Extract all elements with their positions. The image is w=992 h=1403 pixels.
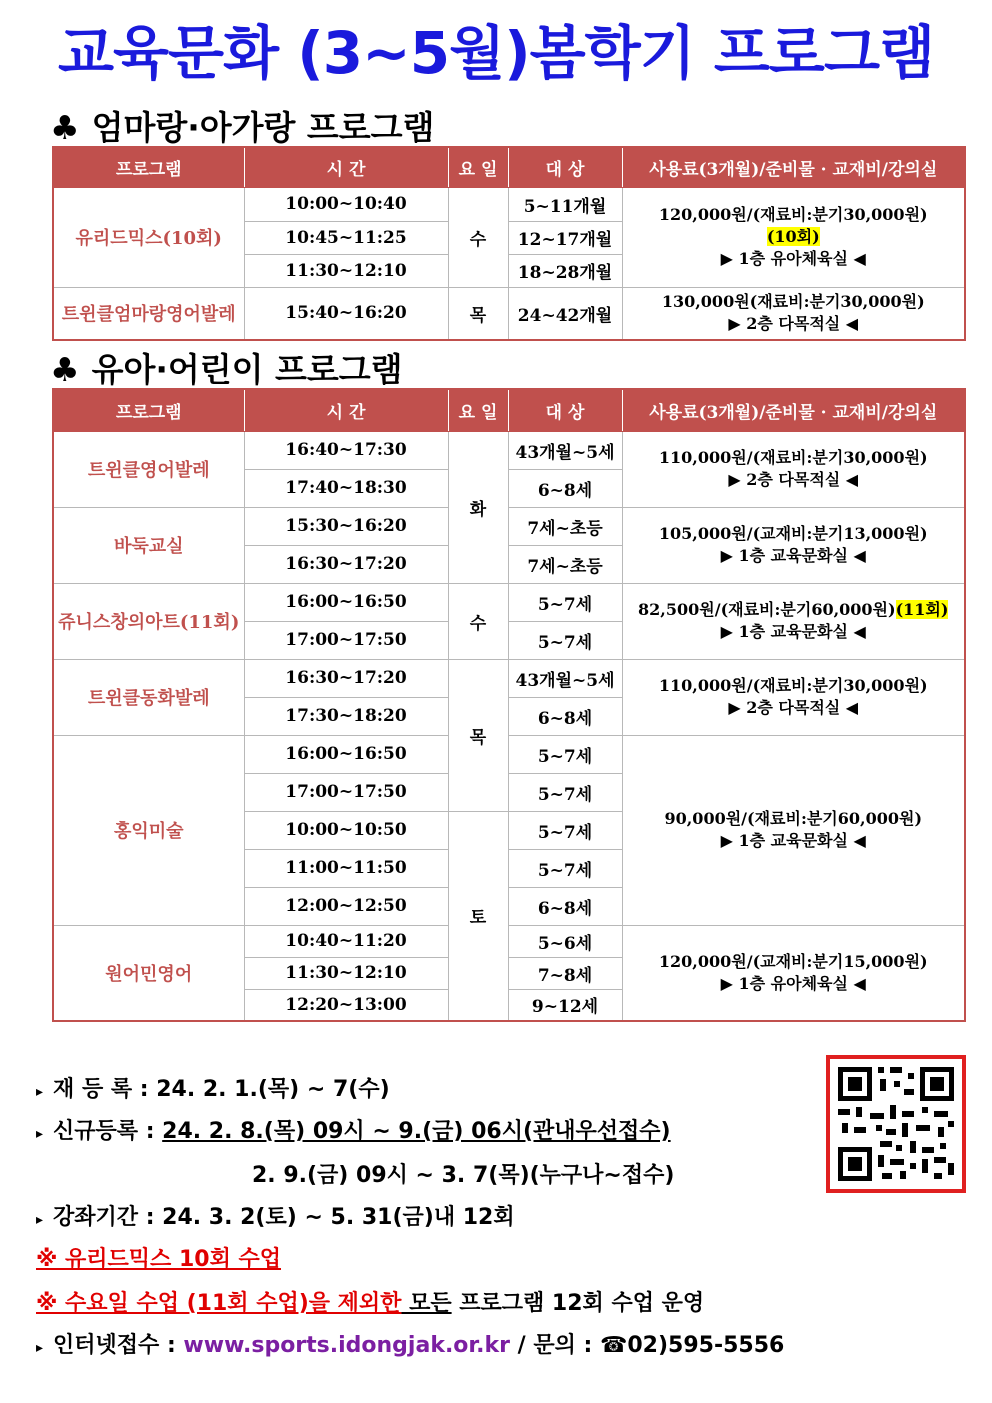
fee-cell — [622, 659, 965, 735]
fee-cell — [622, 583, 965, 659]
target-cell: 6~8세 — [508, 469, 622, 507]
section-label: 엄마랑·아가랑 프로그램 — [91, 108, 435, 147]
target-cell: 5~7세 — [508, 621, 622, 659]
time-cell: 10:40~11:20 — [244, 925, 448, 957]
room-text: ▶ 2층 다목적실 ◀ — [728, 470, 859, 489]
qr-code[interactable] — [826, 1055, 966, 1193]
header-time: 시 간 — [244, 389, 448, 431]
fee-cell — [622, 287, 965, 340]
fee-cell — [622, 925, 965, 1021]
fee-cell — [622, 507, 965, 583]
time-cell: 15:40~16:20 — [244, 287, 448, 340]
new-enroll-period-2: 2. 9.(금) 09시 ~ 3. 7(목)(누구나~접수) — [252, 1163, 675, 1188]
header-fee: 사용료(3개월)/준비물 · 교재비/강의실 — [622, 147, 965, 187]
new-enroll-period-1: 24. 2. 8.(목) 09시 ~ 9.(금) 06시(관내우선접수) — [162, 1119, 671, 1144]
target-cell: 7세~초등 — [508, 545, 622, 583]
day-cell: 수 — [448, 583, 508, 659]
program-name: 유리드믹스(10회) — [53, 187, 244, 287]
target-cell: 43개월~5세 — [508, 431, 622, 469]
bullet-icon: ▸ — [36, 1126, 44, 1142]
time-cell: 17:40~18:30 — [244, 469, 448, 507]
target-cell: 6~8세 — [508, 887, 622, 925]
header-program: 프로그램 — [53, 389, 244, 431]
program-name: 트윈클동화발레 — [53, 659, 244, 735]
day-cell: 화 — [448, 431, 508, 583]
period-text: 강좌기간 : 24. 3. 2(토) ~ 5. 31(금)내 12회 — [53, 1205, 515, 1230]
target-cell: 5~7세 — [508, 811, 622, 849]
target-cell: 5~7세 — [508, 849, 622, 887]
time-cell: 11:30~12:10 — [244, 254, 448, 287]
target-cell: 5~6세 — [508, 925, 622, 957]
note-wednesday — [36, 1286, 704, 1317]
new-enroll-label: 신규등록 : — [53, 1119, 155, 1144]
program-name: 트윈클영어발레 — [53, 431, 244, 507]
fee-text: 105,000원/(교재비:분기13,000원) — [658, 524, 928, 543]
day-cell: 수 — [448, 187, 508, 287]
time-cell: 16:00~16:50 — [244, 735, 448, 773]
target-cell: 18~28개월 — [508, 254, 622, 287]
header-target: 대 상 — [508, 389, 622, 431]
contact-text: / 문의 : ☎02)595-5556 — [509, 1333, 785, 1358]
room-text: ▶ 1층 유아체육실 ◀ — [720, 249, 866, 268]
time-cell: 16:40~17:30 — [244, 431, 448, 469]
note-all: 모든 — [401, 1291, 452, 1316]
club-icon: ♣ — [50, 108, 80, 147]
info-period — [36, 1200, 515, 1231]
header-program: 프로그램 — [53, 147, 244, 187]
fee-text: 90,000원/(재료비:분기60,000원) — [664, 809, 923, 828]
header-fee: 사용료(3개월)/준비물 · 교재비/강의실 — [622, 389, 965, 431]
time-cell: 15:30~16:20 — [244, 507, 448, 545]
program-name: 원어민영어 — [53, 925, 244, 1021]
room-text: ▶ 1층 교육문화실 ◀ — [720, 831, 866, 850]
internet-label: 인터넷접수 : — [53, 1333, 176, 1358]
fee-cell — [622, 735, 965, 925]
info-reenroll — [36, 1072, 390, 1103]
club-icon: ♣ — [50, 350, 80, 389]
time-cell: 12:00~12:50 — [244, 887, 448, 925]
header-target: 대 상 — [508, 147, 622, 187]
fee-text: 110,000원/(재료비:분기30,000원) — [658, 676, 928, 695]
room-text: ▶ 2층 다목적실 ◀ — [728, 314, 859, 334]
website-link[interactable]: www.sports.idongjak.or.kr — [183, 1333, 510, 1358]
fee-note: (11회) — [895, 600, 949, 619]
time-cell: 17:00~17:50 — [244, 621, 448, 659]
time-cell: 16:30~17:20 — [244, 545, 448, 583]
time-cell: 11:00~11:50 — [244, 849, 448, 887]
section-label: 유아·어린이 프로그램 — [91, 350, 403, 389]
target-cell: 5~7세 — [508, 735, 622, 773]
fee-note: (10회) — [766, 227, 820, 246]
fee-cell — [622, 187, 965, 287]
target-cell: 43개월~5세 — [508, 659, 622, 697]
time-cell: 10:00~10:50 — [244, 811, 448, 849]
target-cell: 12~17개월 — [508, 221, 622, 254]
section-heading-parent-baby — [50, 102, 434, 149]
time-cell: 17:00~17:50 — [244, 773, 448, 811]
program-name: 홍익미술 — [53, 735, 244, 925]
note-rest: 프로그램 12회 수업 운영 — [451, 1291, 705, 1316]
note-eurhythmics: ※ 유리드믹스 10회 수업 — [36, 1247, 281, 1272]
program-name: 쥬니스창의아트(11회) — [53, 583, 244, 659]
target-cell: 7세~초등 — [508, 507, 622, 545]
bullet-icon: ▸ — [36, 1212, 44, 1228]
page-title: 교육문화 (3~5월)봄학기 프로그램 — [57, 19, 935, 87]
target-cell: 7~8세 — [508, 957, 622, 989]
note-wednesday-red: ※ 수요일 수업 (11회 수업)을 제외한 — [36, 1291, 402, 1316]
time-cell: 16:30~17:20 — [244, 659, 448, 697]
room-text: ▶ 1층 교육문화실 ◀ — [720, 546, 866, 565]
time-cell: 11:30~12:10 — [244, 957, 448, 989]
fee-text: 120,000원/(재료비:분기30,000원) — [658, 205, 928, 224]
reenroll-text: 재 등 록 : 24. 2. 1.(목) ~ 7(수) — [53, 1077, 390, 1102]
bullet-icon: ▸ — [36, 1340, 44, 1356]
day-cell: 토 — [448, 811, 508, 1021]
target-cell: 5~7세 — [508, 583, 622, 621]
qr-code-icon — [830, 1059, 962, 1189]
target-cell: 6~8세 — [508, 697, 622, 735]
target-cell: 9~12세 — [508, 989, 622, 1021]
header-day: 요 일 — [448, 147, 508, 187]
target-cell: 5~11개월 — [508, 187, 622, 221]
time-cell: 12:20~13:00 — [244, 989, 448, 1021]
time-cell: 10:00~10:40 — [244, 187, 448, 221]
day-cell: 목 — [448, 287, 508, 340]
fee-text: 110,000원/(재료비:분기30,000원) — [658, 448, 928, 467]
target-cell: 24~42개월 — [508, 287, 622, 340]
day-cell: 목 — [448, 659, 508, 811]
fee-text: 130,000원(재료비:분기30,000원) — [661, 292, 925, 312]
room-text: ▶ 2층 다목적실 ◀ — [728, 698, 859, 717]
fee-text: 120,000원/(교재비:분기15,000원) — [658, 951, 928, 971]
room-text: ▶ 1층 교육문화실 ◀ — [720, 622, 866, 641]
time-cell: 10:45~11:25 — [244, 221, 448, 254]
fee-text: 82,500원/(재료비:분기60,000원) — [638, 600, 896, 619]
schedule-table-parent-baby — [52, 146, 966, 341]
fee-cell — [622, 431, 965, 507]
bullet-icon: ▸ — [36, 1084, 44, 1100]
info-internet — [36, 1328, 784, 1359]
time-cell: 16:00~16:50 — [244, 583, 448, 621]
target-cell: 5~7세 — [508, 773, 622, 811]
info-new-enroll — [36, 1114, 671, 1145]
program-name: 바둑교실 — [53, 507, 244, 583]
room-text: ▶ 1층 유아체육실 ◀ — [720, 973, 866, 993]
schedule-table-kids — [52, 388, 966, 1022]
header-day: 요 일 — [448, 389, 508, 431]
header-time: 시 간 — [244, 147, 448, 187]
time-cell: 17:30~18:20 — [244, 697, 448, 735]
program-name: 트윈클엄마랑영어발레 — [53, 287, 244, 340]
section-heading-kids — [50, 344, 403, 391]
